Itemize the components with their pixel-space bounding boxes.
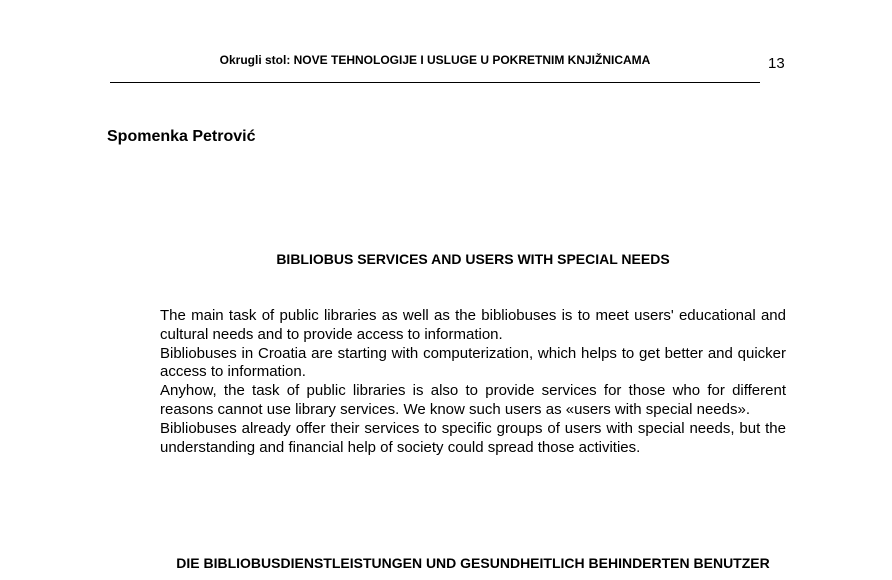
abstract-paragraph: The main task of public libraries as well as the bibliobuses is to meet users' educational and cultural needs and to provide access to information. xyxy=(160,307,786,343)
abstract-paragraph: Bibliobuses already offer their services to specific groups of users with special needs, but the understanding and financial help of society could spread those activities. xyxy=(160,419,786,456)
author-name: Spomenka Petrović xyxy=(107,128,256,145)
header-divider xyxy=(110,82,760,83)
abstract-paragraph: Bibliobuses in Croatia are starting with computerization, which helps to get better and quicker access to information. xyxy=(160,344,786,381)
running-header: Okrugli stol: NOVE TEHNOLOGIJE I USLUGE U POKRETNIM KNJIŽNICAMA xyxy=(219,53,651,67)
abstract xyxy=(160,307,786,457)
page-number: 13 xyxy=(768,55,785,72)
article-title: BIBLIOBUS SERVICES AND USERS WITH SPECIAL NEEDS xyxy=(276,251,670,267)
abstract-paragraph: Anyhow, the task of public libraries is also to provide services for those who for different reasons cannot use library services. We know such users as «users with special needs». xyxy=(160,382,786,418)
german-article-title: DIE BIBLIOBUSDIENSTLEISTUNGEN UND GESUNDHEITLICH BEHINDERTEN BENUTZER xyxy=(176,555,770,571)
